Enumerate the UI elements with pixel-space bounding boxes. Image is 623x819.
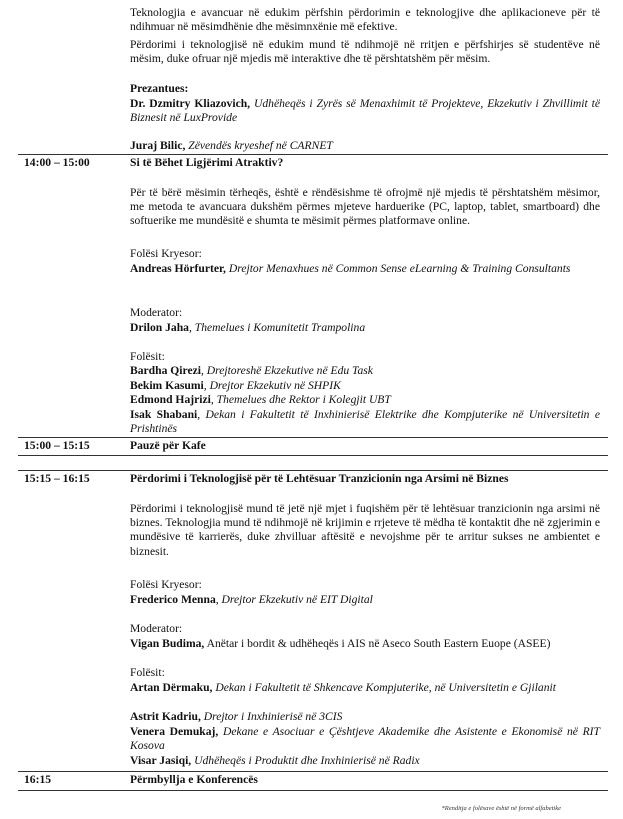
keynote-entry <box>130 262 600 276</box>
session-time: 15:15 – 16:15 <box>24 472 90 485</box>
moderator-label: Moderator: <box>130 622 183 635</box>
speaker-role: , Drejtoreshë Ekzekutive në Edu Task <box>200 364 373 377</box>
break-time: 15:00 – 15:15 <box>24 439 90 452</box>
speaker-entry <box>130 725 600 753</box>
presenter-role: Zëvendës kryeshef në CARNET <box>185 139 333 152</box>
row-divider <box>18 790 608 791</box>
moderator-entry <box>130 637 600 651</box>
row-divider <box>18 470 608 471</box>
moderator-role: Anëtar i bordit & udhëheqës i AIS në Aseco South Eastern Euope (ASEE) <box>204 637 551 650</box>
keynote-role: Drejtor Menaxhues në Common Sense eLearning & Training Consultants <box>225 262 571 275</box>
presenters-label: Prezantues: <box>130 82 189 95</box>
speakers-label: Folësit: <box>130 350 165 363</box>
speaker-name: Edmond Hajrizi <box>130 393 211 406</box>
speaker-role: , Dekan i Fakultetit të Inxhinierisë Elektrike dhe Kompjuterike në Universitetin e Prishtinës <box>130 408 600 436</box>
keynote-name: Andreas Hörfurter, <box>130 262 226 275</box>
break-title: Pauzë për Kafe <box>130 439 206 452</box>
keynote-entry <box>130 593 600 607</box>
session-description: Përdorimi i teknologjisë mund të jetë një mjet i fuqishëm për të lehtësuar tranzicionin nga arsimi në biznes. Teknologjia mund të ndihmojë në krijimin e rrjeteve të mëdha të kontaktit dhe në zgjerimin e mundësive të karrierës, duke zhvilluar aftësitë e nevojshme për te arritur sukses ne ambientet e biznesit. <box>130 502 600 558</box>
speaker-role: Udhëheqës i Produktit dhe Inxhinierisë në Radix <box>191 754 420 767</box>
session-title: Përdorimi i Teknologjisë për të Lehtësuar Tranzicionin nga Arsimi në Biznes <box>130 472 509 485</box>
closing-title: Përmbyllja e Konferencës <box>130 773 258 786</box>
moderator-name: Vigan Budima, <box>130 637 205 650</box>
speaker-role: , Themelues dhe Rektor i Kolegjit UBT <box>210 393 391 406</box>
session-description: Për të bërë mësimin tërheqës, është e rëndësishme të ofrojmë një mjedis të përshtatshëm mësimor, me metoda te avancuara dukshëm përmes mjeteve harduerike (PC, laptop, tablet, smartboard) dhe softuerike me mundësitë e shumta te mësimit përmes platformave online. <box>130 186 600 228</box>
speaker-role: Drejtor i Inxhinierisë në 3CIS <box>200 710 343 723</box>
speakers-label: Folësit: <box>130 666 165 679</box>
speaker-entry <box>130 754 600 768</box>
presenter-entry <box>130 139 600 153</box>
intro-paragraph-2: Përdorimi i teknologjisë në edukim mund të ndihmojë në rritjen e përfshirjes së studentëve në mësim, duke ofruar një mjedis më interaktive dhe të përshtatshëm për mësim. <box>130 38 600 66</box>
row-divider <box>18 455 608 456</box>
keynote-role: , Drejtor Ekzekutiv në EIT Digital <box>215 593 373 606</box>
speaker-role: , Drejtor Ekzekutiv në SHPIK <box>203 379 341 392</box>
speaker-name: Isak Shabani <box>130 408 198 421</box>
presenter-name: Dr. Dzmitry Kliazovich, <box>130 97 251 110</box>
moderator-entry <box>130 321 600 335</box>
speaker-entry <box>130 364 600 378</box>
speaker-name: Bardha Qirezi <box>130 364 201 377</box>
keynote-name: Frederico Menna <box>130 593 216 606</box>
moderator-name: Drilon Jaha <box>130 321 189 334</box>
presenter-entry <box>130 97 600 125</box>
speaker-entry <box>130 681 600 695</box>
speaker-entry <box>130 379 600 393</box>
presenter-role: Udhëheqës i Zyrës së Menaxhimit të Projekteve, Ekzekutiv i Zhvillimit të Biznesit në LuxProvide <box>130 97 601 125</box>
speaker-entry <box>130 408 600 436</box>
row-divider <box>18 771 608 772</box>
speaker-name: Astrit Kadriu, <box>130 710 201 723</box>
closing-time: 16:15 <box>24 773 52 786</box>
moderator-label: Moderator: <box>130 306 183 319</box>
footnote: *Renditja e folësave është në formë alfabetike <box>441 805 561 812</box>
keynote-label: Folësi Kryesor: <box>130 247 202 260</box>
intro-paragraph-1: Teknologjia e avancuar në edukim përfshin përdorimin e teknologjive dhe aplikacioneve për të ndihmuar në mësimdhënie dhe mësimnxënie më efektive. <box>130 6 600 34</box>
speaker-name: Venera Demukaj, <box>130 725 219 738</box>
session-title: Si të Bëhet Ligjërimi Atraktiv? <box>130 156 284 169</box>
presenter-name: Juraj Bilic, <box>130 139 186 152</box>
speaker-role: Dekan i Fakultetit të Shkencave Kompjuterike, në Universitetin e Gjilanit <box>212 681 556 694</box>
row-divider <box>18 154 608 155</box>
speaker-entry <box>130 393 600 407</box>
row-divider <box>18 437 608 438</box>
speaker-entry <box>130 710 600 724</box>
session-time: 14:00 – 15:00 <box>24 156 90 169</box>
keynote-label: Folësi Kryesor: <box>130 578 202 591</box>
speaker-role: Dekane e Asociuar e Çështjeve Akademike dhe Asistente e Ekonomisë në RIT Kosova <box>130 725 600 753</box>
speaker-name: Bekim Kasumi <box>130 379 204 392</box>
moderator-role: , Themelues i Komunitetit Trampolina <box>188 321 366 334</box>
speaker-name: Visar Jasiqi, <box>130 754 192 767</box>
speaker-name: Artan Dërmaku, <box>130 681 213 694</box>
